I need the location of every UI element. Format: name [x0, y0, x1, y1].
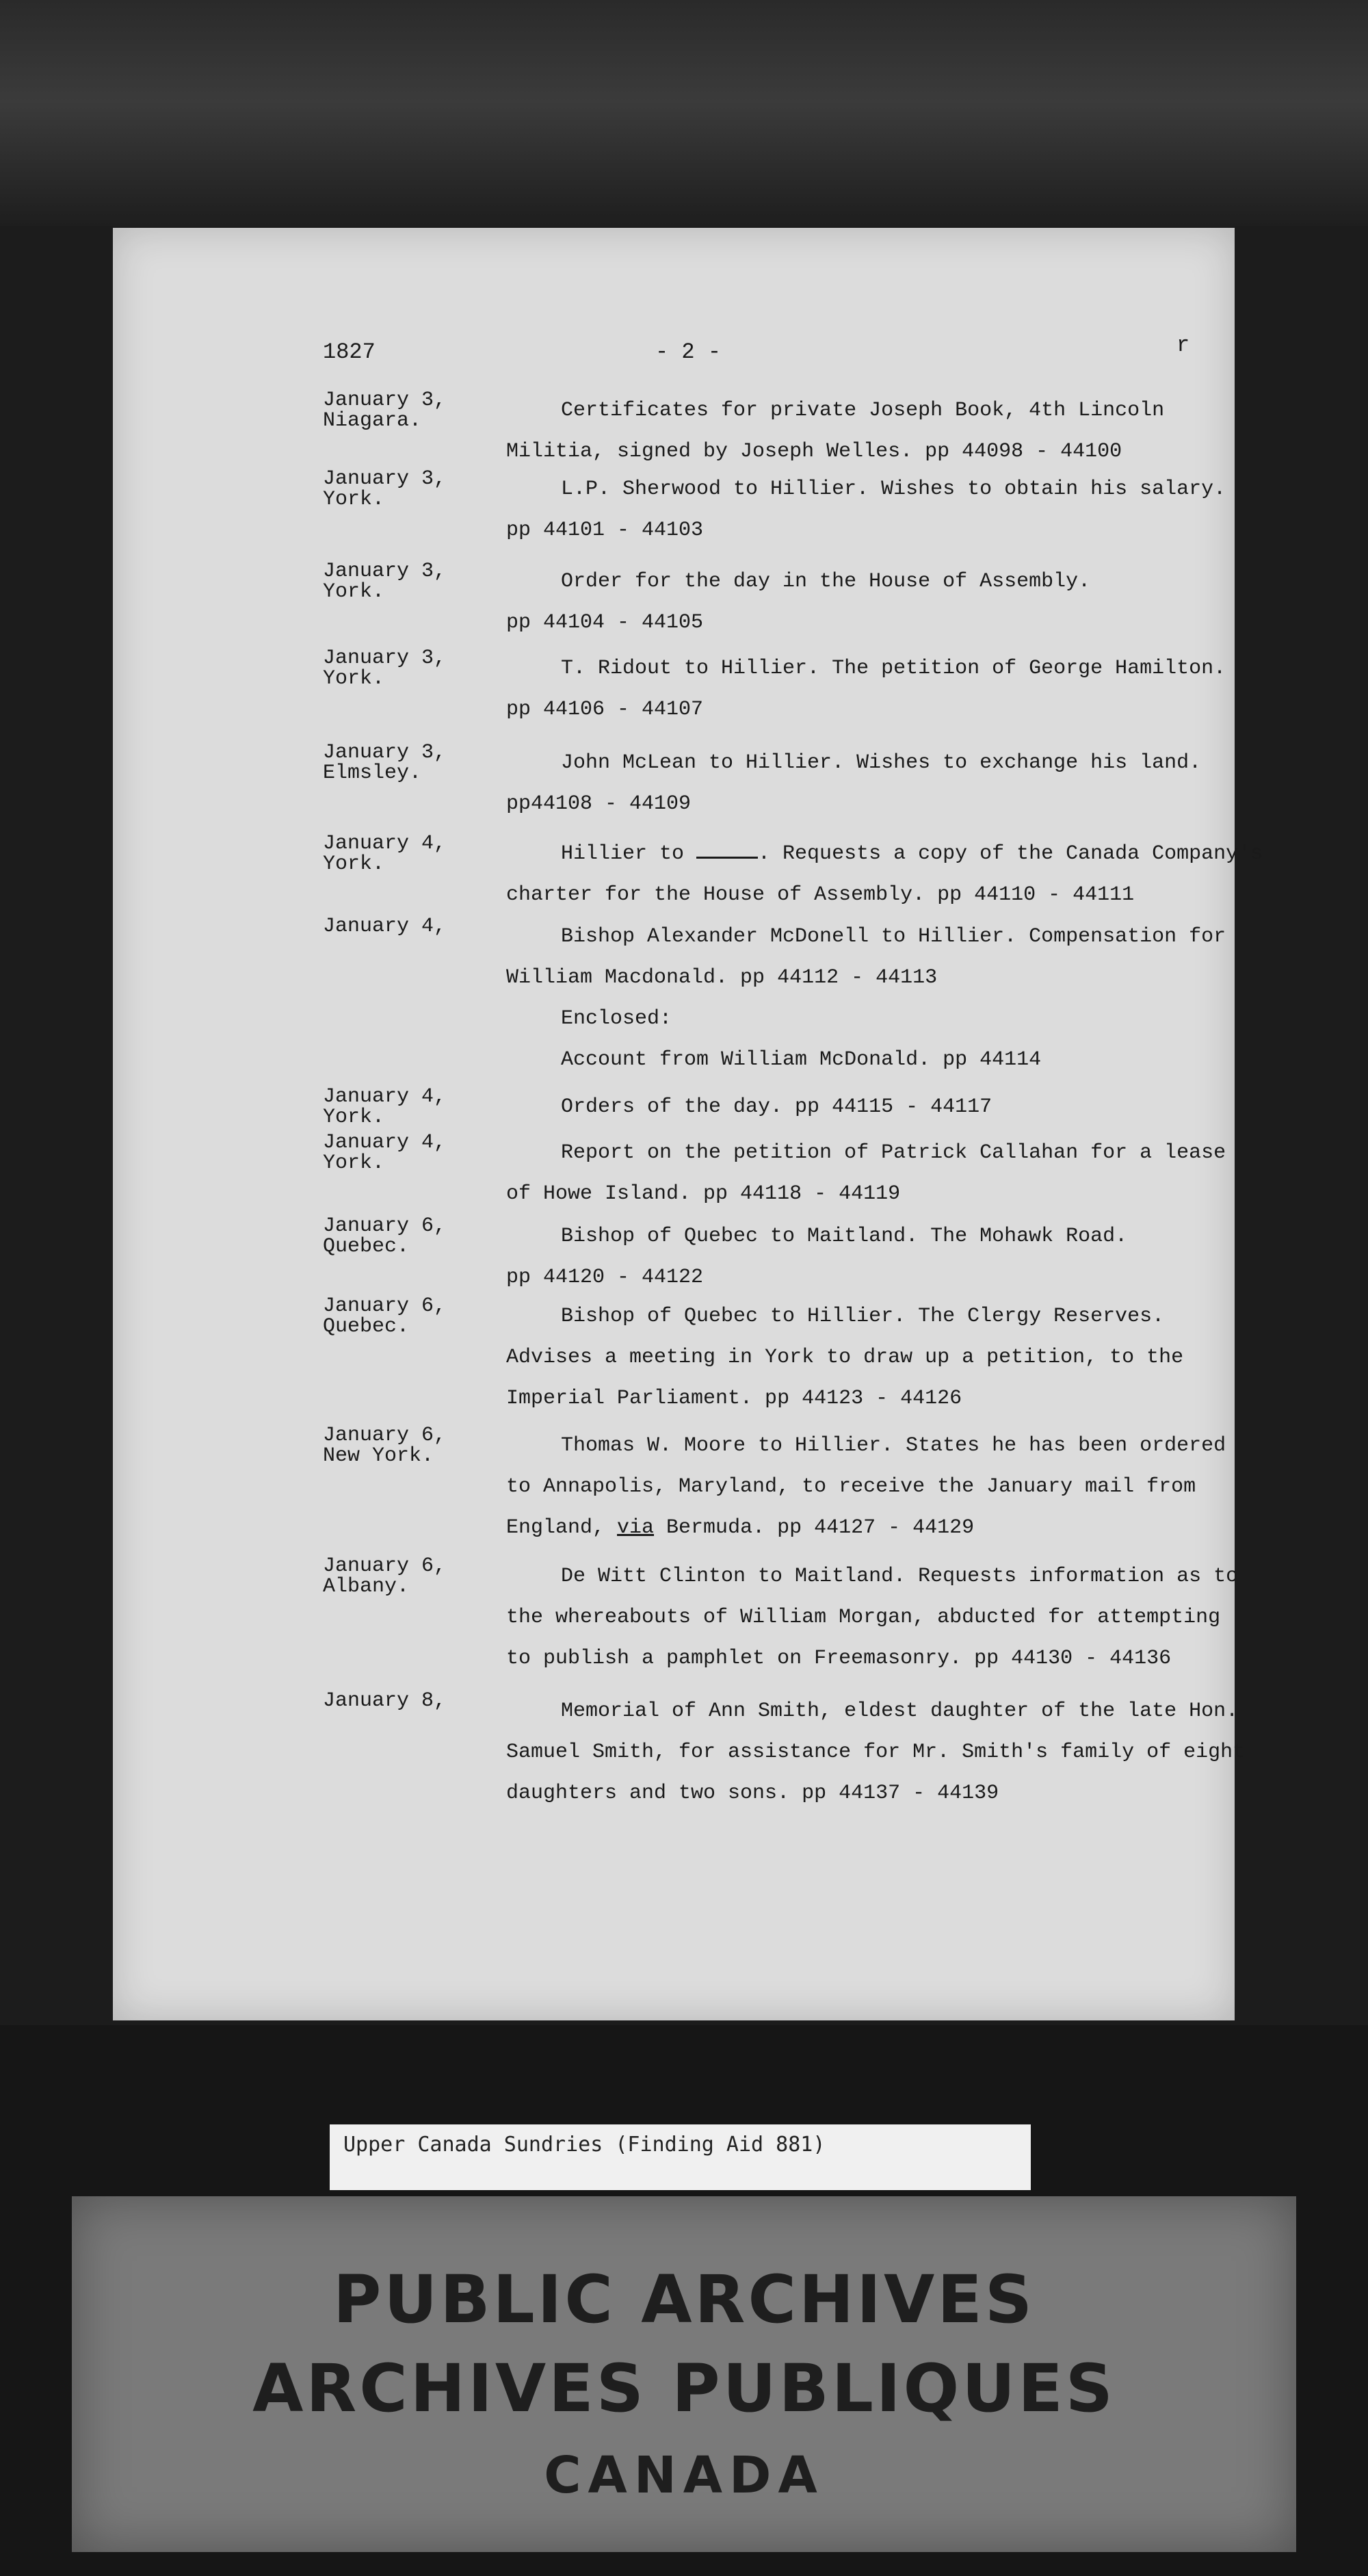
entry-body	[506, 833, 1263, 915]
entry-line: Account from William McDonald. pp 44114	[561, 1048, 1042, 1071]
entry-line: Samuel Smith, for assistance for Mr. Smith's family of eight	[506, 1741, 1246, 1764]
finding-aid-label	[330, 2124, 1031, 2190]
entry-date: January 6, Quebec.	[323, 1214, 447, 1258]
entry-date: January 3, York.	[323, 467, 447, 511]
entry-date: January 6, New York.	[323, 1424, 447, 1468]
entry-line: Militia, signed by Joseph Welles. pp 44098 - 44100	[506, 440, 1122, 463]
entry-date: January 3, Elmsley.	[323, 741, 447, 785]
entry-date: January 3, York.	[323, 647, 447, 690]
entry-line: to Annapolis, Maryland, to receive the January mail from	[506, 1475, 1196, 1498]
entry-body	[506, 1425, 1224, 1548]
entry-line: Hillier to . Requests a copy of the Canada Company's	[561, 842, 1263, 866]
entry-line: daughters and two sons. pp 44137 - 44139	[506, 1782, 999, 1805]
entry-date: January 4, York.	[323, 1131, 447, 1175]
entry-place: Albany.	[323, 1575, 410, 1598]
entry-body	[506, 1296, 1224, 1419]
stamp-line-french: ARCHIVES PUBLIQUES	[252, 2350, 1116, 2427]
page-header	[113, 333, 1235, 380]
entry-place: York.	[323, 853, 385, 876]
entry-date: January 6, Quebec.	[323, 1294, 447, 1338]
entry-body	[506, 469, 1224, 551]
entry-body	[506, 648, 1224, 730]
entry-date: January 3, Niagara.	[323, 389, 447, 432]
entry-place: Quebec.	[323, 1235, 410, 1258]
entry-place: York.	[323, 667, 385, 690]
entry-place: York.	[323, 1106, 385, 1129]
entry-line: pp44108 - 44109	[506, 792, 692, 816]
entry-line: T. Ridout to Hillier. The petition of George Hamilton.	[561, 657, 1226, 680]
entry-body	[506, 1087, 1224, 1128]
entry-place: New York.	[323, 1444, 434, 1468]
archives-stamp	[72, 2196, 1296, 2552]
entry-date: January 6, Albany.	[323, 1554, 447, 1598]
entry-place: York.	[323, 488, 385, 511]
entry-line: pp 44120 - 44122	[506, 1266, 704, 1289]
blank-underline	[696, 842, 758, 859]
entry-body	[506, 1216, 1224, 1298]
entry-line: pp 44106 - 44107	[506, 698, 704, 721]
entry-place: Quebec.	[323, 1315, 410, 1338]
entry-body	[506, 390, 1224, 472]
entry-line: Certificates for private Joseph Book, 4th Lincoln	[561, 399, 1165, 422]
page-number: - 2 -	[655, 339, 722, 365]
entry-line: John McLean to Hillier. Wishes to exchange his land.	[561, 751, 1202, 775]
entry-date: January 4,	[323, 915, 447, 938]
entry-place: York.	[323, 580, 385, 603]
entry-date: January 4, York.	[323, 832, 447, 876]
entry-place: Niagara.	[323, 409, 422, 432]
entry-line: De Witt Clinton to Maitland. Requests information as to	[561, 1565, 1239, 1588]
entry-line: pp 44101 - 44103	[506, 519, 704, 542]
finding-aid-text: Upper Canada Sundries (Finding Aid 881)	[343, 2133, 826, 2157]
underlined-via: via	[617, 1516, 655, 1539]
entry-line: Report on the petition of Patrick Callahan for a lease	[561, 1141, 1226, 1165]
entry-date: January 4, York.	[323, 1085, 447, 1129]
film-border-top	[0, 0, 1368, 226]
entry-line: charter for the House of Assembly. pp 44110 - 44111	[506, 883, 1135, 907]
entry-line: Advises a meeting in York to draw up a petition, to the	[506, 1346, 1184, 1369]
entry-body	[506, 742, 1224, 824]
entry-body	[506, 1691, 1246, 1814]
stamp-line-english: PUBLIC ARCHIVES	[333, 2261, 1035, 2338]
entry-line: Order for the day in the House of Assembly.	[561, 570, 1091, 593]
header-year: 1827	[323, 339, 376, 365]
entry-line: England, via Bermuda. pp 44127 - 44129	[506, 1516, 975, 1539]
entry-place: York.	[323, 1152, 385, 1175]
entry-line: of Howe Island. pp 44118 - 44119	[506, 1182, 901, 1206]
entry-body	[506, 916, 1224, 1080]
document-page	[113, 228, 1263, 2020]
corner-mark: r	[1176, 333, 1190, 358]
stamp-line-country: CANADA	[544, 2446, 824, 2505]
entry-date: January 8,	[323, 1689, 447, 1713]
entry-line: Enclosed:	[561, 1007, 672, 1030]
entry-line: Thomas W. Moore to Hillier. States he has been ordered	[561, 1434, 1226, 1457]
entry-date: January 3, York.	[323, 560, 447, 603]
entry-line: Bishop of Quebec to Hillier. The Clergy Reserves.	[561, 1305, 1165, 1328]
entry-body	[506, 1556, 1239, 1679]
entry-body	[506, 1132, 1224, 1214]
entry-line: Memorial of Ann Smith, eldest daughter of the late Hon.	[561, 1700, 1239, 1723]
entry-line: pp 44104 - 44105	[506, 611, 704, 634]
entry-line: Bishop Alexander McDonell to Hillier. Compensation for	[561, 925, 1226, 948]
entry-line: the whereabouts of William Morgan, abducted for attempting	[506, 1606, 1221, 1629]
entry-line: William Macdonald. pp 44112 - 44113	[506, 966, 938, 989]
entry-line: to publish a pamphlet on Freemasonry. pp 44130 - 44136	[506, 1647, 1172, 1670]
entry-line: Bishop of Quebec to Maitland. The Mohawk Road.	[561, 1225, 1128, 1248]
entry-line: L.P. Sherwood to Hillier. Wishes to obtain his salary.	[561, 478, 1226, 501]
entry-place: Elmsley.	[323, 762, 422, 785]
entry-line: Orders of the day. pp 44115 - 44117	[561, 1095, 992, 1119]
entry-line: Imperial Parliament. pp 44123 - 44126	[506, 1387, 962, 1410]
entry-body	[506, 561, 1224, 643]
